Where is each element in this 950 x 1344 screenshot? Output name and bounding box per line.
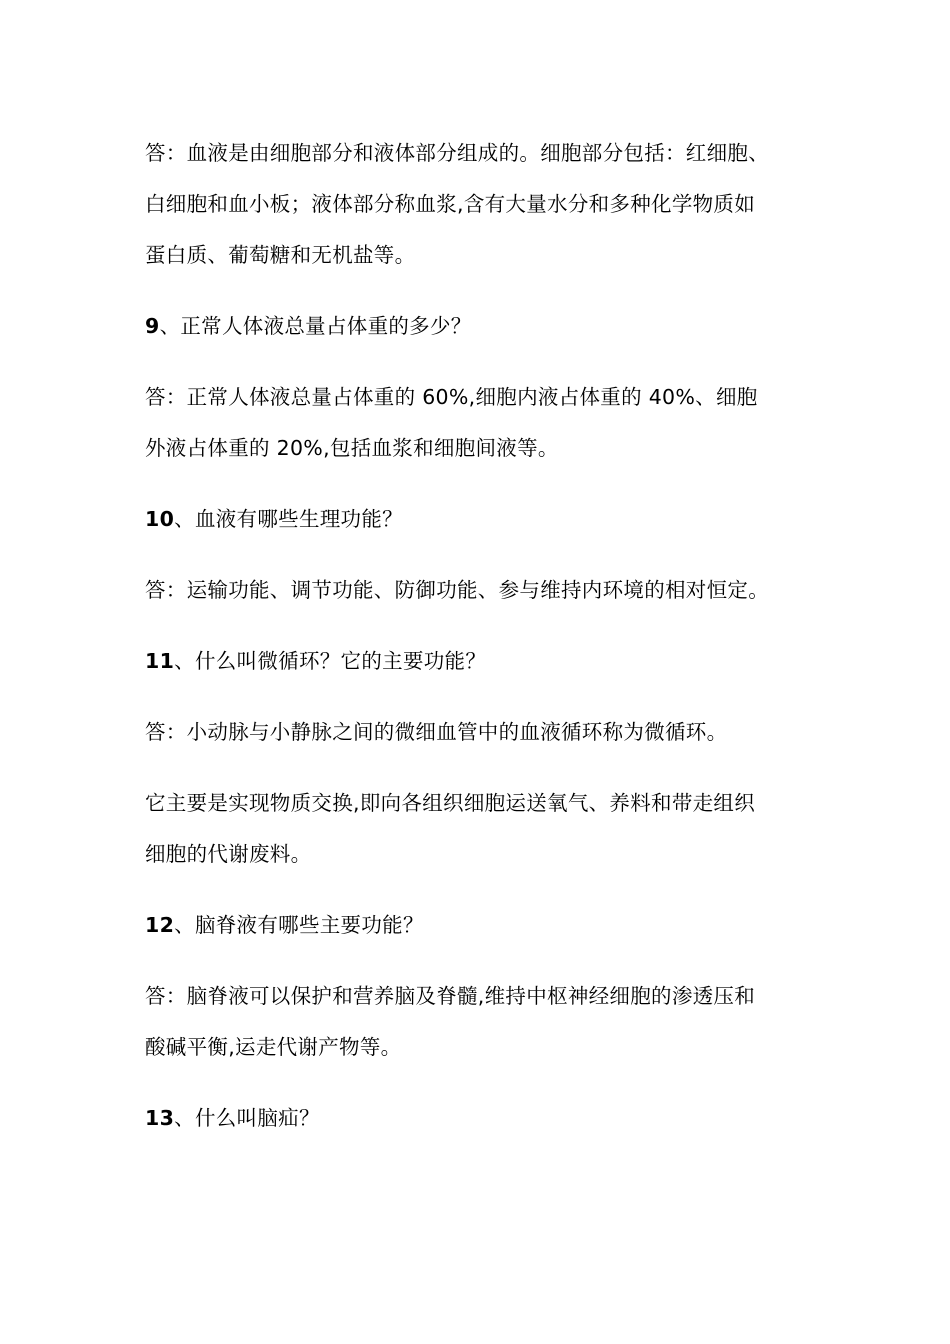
text-line: 蛋白质、葡萄糖和无机盐等。 (145, 243, 416, 267)
question-number: 11 (145, 649, 175, 673)
question-9 (145, 301, 835, 352)
text-line: 答：运输功能、调节功能、防御功能、参与维持内环境的相对恒定。 (145, 578, 769, 602)
text-line: 白细胞和血小板；液体部分称血浆,含有大量水分和多种化学物质如 (145, 192, 756, 216)
text-line: 答：脑脊液可以保护和营养脑及脊髓,维持中枢神经细胞的渗透压和 (145, 984, 756, 1008)
question-text: 、脑脊液有哪些主要功能？ (174, 913, 424, 937)
text-line: 酸碱平衡,运走代谢产物等。 (145, 1035, 402, 1059)
question-10 (145, 494, 835, 545)
question-text: 、什么叫微循环？它的主要功能？ (174, 649, 487, 673)
answer-11-function (145, 778, 835, 880)
question-number: 10 (145, 507, 175, 531)
question-text: 、正常人体液总量占体重的多少？ (159, 314, 472, 338)
text-line: 细胞的代谢废料。 (145, 842, 312, 866)
question-13 (145, 1093, 835, 1144)
answer-9 (145, 372, 835, 474)
question-text: 、血液有哪些生理功能？ (174, 507, 403, 531)
text-line: 答：正常人体液总量占体重的 60%,细胞内液占体重的 40%、细胞 (145, 385, 758, 409)
answer-12 (145, 971, 835, 1073)
document-body (145, 128, 835, 1144)
text-line: 外液占体重的 20%,包括血浆和细胞间液等。 (145, 436, 559, 460)
text-line: 它主要是实现物质交换,即向各组织细胞运送氧气、养料和带走组织 (145, 791, 756, 815)
question-11 (145, 636, 835, 687)
answer-10 (145, 565, 835, 616)
answer-11 (145, 707, 835, 758)
text-line: 答：血液是由细胞部分和液体部分组成的。细胞部分包括：红细胞、 (145, 141, 769, 165)
question-number: 9 (145, 314, 160, 338)
text-line: 答：小动脉与小静脉之间的微细血管中的血液循环称为微循环。 (145, 720, 728, 744)
question-12 (145, 900, 835, 951)
answer-blood-composition (145, 128, 835, 281)
question-number: 13 (145, 1106, 175, 1130)
question-text: 、什么叫脑疝？ (174, 1106, 320, 1130)
question-number: 12 (145, 913, 175, 937)
